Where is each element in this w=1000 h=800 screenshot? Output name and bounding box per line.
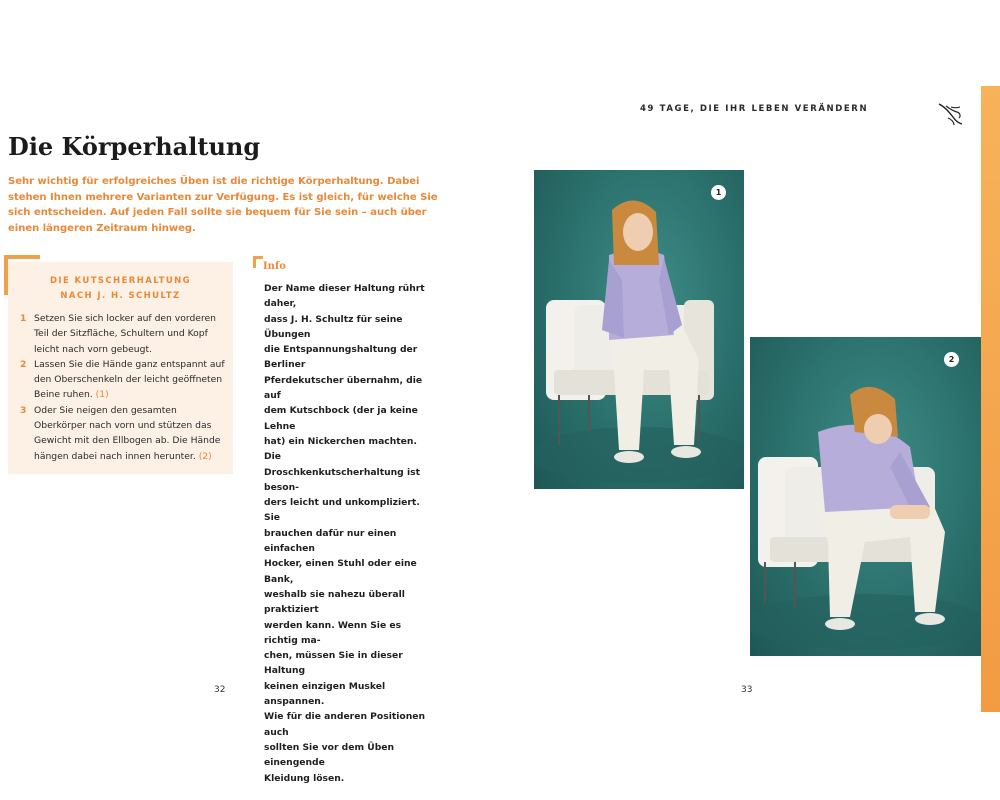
photo-posture-1: [534, 170, 744, 489]
page-title: Die Körperhaltung: [8, 132, 261, 161]
box-heading: [8, 274, 233, 304]
box-heading-line1: DIE KUTSCHERHALTUNG: [49, 276, 192, 286]
page-edge-bar: [981, 86, 1000, 712]
step-item: [20, 357, 230, 403]
page-number-left: 32: [214, 685, 226, 695]
page-number-right: 33: [741, 685, 753, 695]
step-number: 2: [20, 358, 27, 370]
step-item: [20, 311, 230, 357]
woman-seated-upright-illustration: [534, 170, 744, 489]
hand-swirl-icon: [936, 98, 966, 128]
info-body: Der Name dieser Haltung rührt daher, dass J. H. Schultz für seine Übungen die Entspannungshaltung der Berliner Pferdekutscher übernahm, die auf dem Kutschbock (der ja keine Lehne hat) ein Nickerchen machten. Die Droschkenkutscherhaltung ist beson- ders leicht und unkompliziert. Sie brauchen dafür nur einen einfachen Hocker, einen Stuhl oder eine Bank, weshalb sie nahezu überall praktiziert werden kann. Wenn Sie es richtig ma- chen, müssen Sie in dieser Haltung keinen einzigen Muskel anspannen. Wie für die anderen Positionen auch sollten Sie vor dem Üben einengende Kleidung lösen.: [264, 283, 426, 784]
step-number: 3: [20, 404, 27, 416]
photo-badge: 2: [944, 352, 959, 367]
step-text: Lassen Sie die Hände ganz entspannt auf den Oberschenkeln der leicht geöffneten Beine ruhen.: [34, 358, 225, 401]
step-text: Setzen Sie sich locker auf den vorderen Teil der Sitzfläche, Schultern und Kopf leicht nach vorn gebeugt.: [34, 313, 217, 355]
box-heading-line2: NACH J. H. SCHULTZ: [60, 291, 181, 301]
intro-paragraph: Sehr wichtig für erfolgreiches Üben ist die richtige Körperhaltung. Dabei stehen Ihnen mehrere Varianten zur Verfügung. Es ist gleich, für welche Sie sich entscheiden. Auf jeden Fall sollte sie bequem für Sie sein – auch über einen längeren Zeitraum hinweg.: [8, 176, 438, 234]
photo-badge: 1: [711, 185, 726, 200]
woman-seated-leaning-illustration: [750, 337, 981, 656]
running-head: 49 TAGE, DIE IHR LEBEN VERÄNDERN: [640, 104, 869, 114]
photo-reference: (1): [95, 389, 109, 401]
steps-list: [20, 311, 230, 464]
photo-reference: (2): [198, 450, 212, 462]
info-corner-accent: [253, 256, 263, 268]
step-number: 1: [20, 313, 27, 324]
step-item: [20, 403, 230, 464]
info-title: Info: [263, 261, 286, 272]
photo-posture-2: [750, 337, 981, 656]
step-text: Oder Sie neigen den gesamten Oberkörper nach vorn und stützen das Gewicht mit den Ellbogen ab. Die Hände hängen dabei nach innen herunter.: [34, 404, 221, 462]
